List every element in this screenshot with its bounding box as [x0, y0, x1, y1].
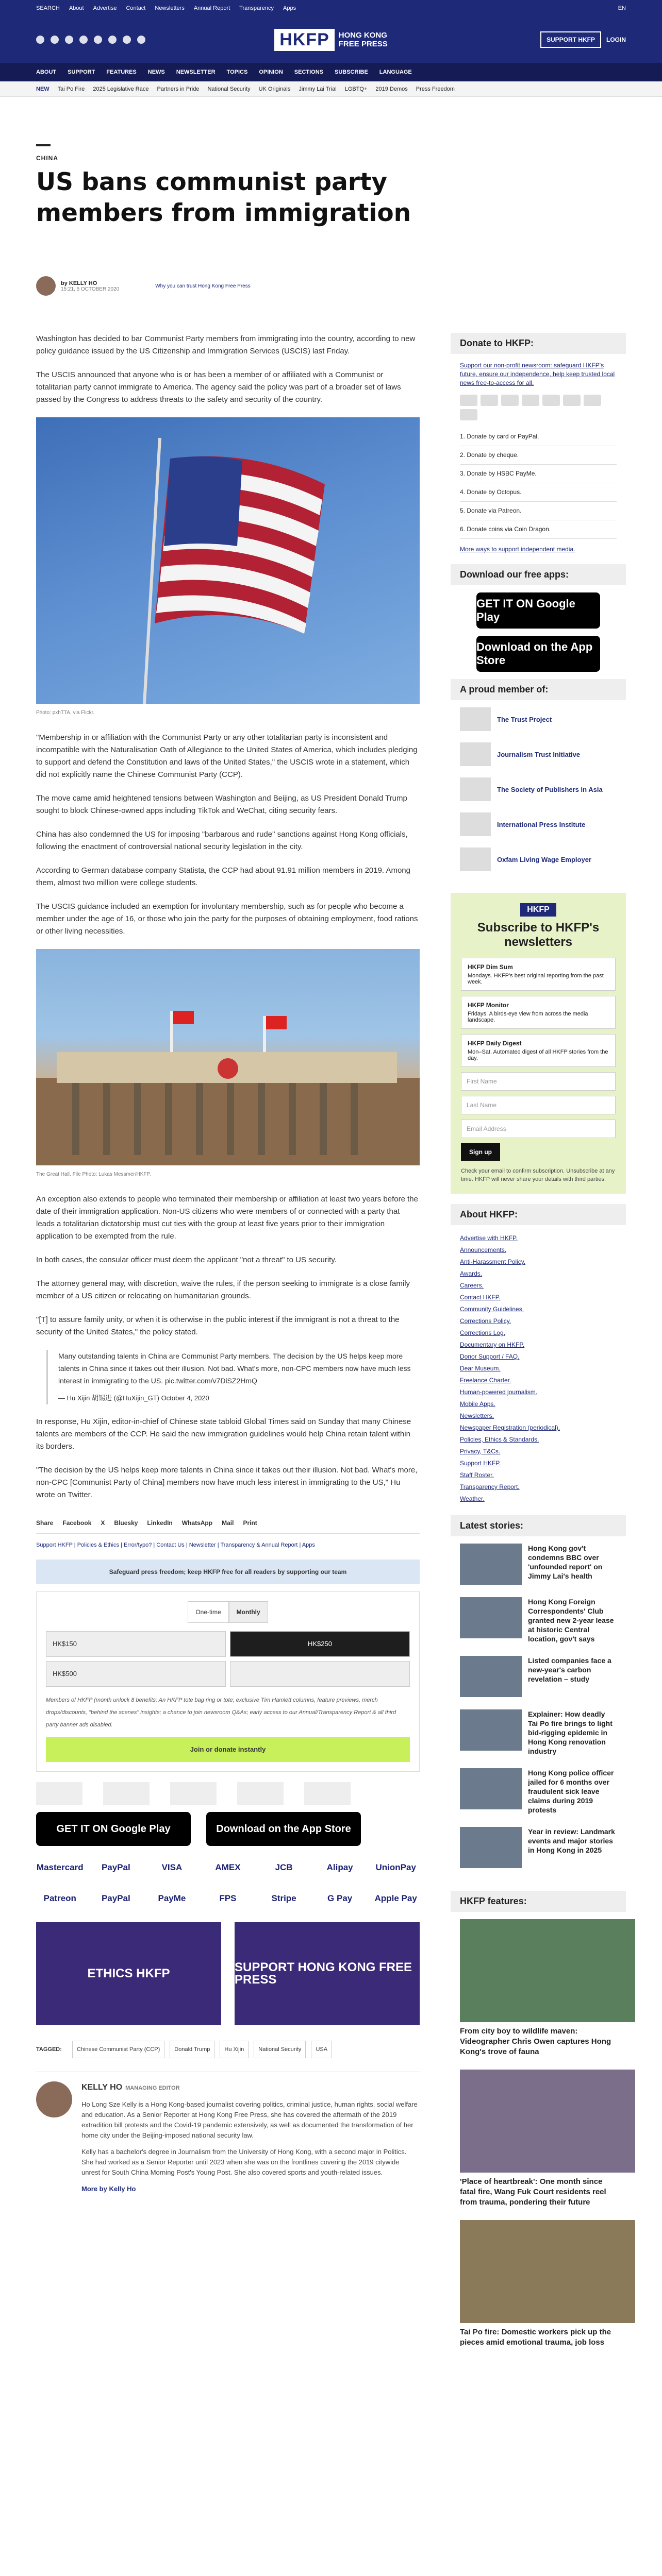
- about-link[interactable]: Corrections Policy.: [460, 1317, 511, 1325]
- jti-logo: [460, 742, 491, 766]
- article-paragraph: According to German database company Statista, the CCP had about 91.91 million members in 2019. Among them, almost two million were college students.: [36, 866, 410, 887]
- member-list: [451, 707, 626, 893]
- one-time-tab[interactable]: One-time: [188, 1601, 228, 1623]
- custom-amount-input[interactable]: [230, 1661, 410, 1687]
- nav-newsletter[interactable]: NEWSLETTER: [176, 69, 216, 75]
- support-hkfp-button[interactable]: SUPPORT HKFP: [540, 31, 601, 48]
- share-label: Share: [36, 1519, 54, 1527]
- share-x[interactable]: X: [101, 1519, 105, 1527]
- about-links: [451, 1232, 626, 1515]
- sopa-logo: [460, 777, 491, 801]
- donate-heading: Donate to HKFP:: [451, 333, 626, 354]
- trust-link[interactable]: Why you can trust Hong Kong Free Press: [155, 283, 251, 289]
- article-paragraph: The attorney general may, with discretion, waive the rules, if the person seeking to immigrate is a close family member of a US citizen or relocating on humanitarian grounds.: [36, 1279, 410, 1300]
- share-bar: [36, 1513, 420, 1534]
- utility-link-apps[interactable]: Apps: [283, 5, 296, 11]
- embedded-tweet[interactable]: [46, 1350, 420, 1404]
- donation-method[interactable]: 4. Donate by Octopus.: [460, 483, 617, 502]
- publish-date: 15:21, 5 OCTOBER 2020: [61, 286, 120, 292]
- login-link[interactable]: LOGIN: [606, 36, 626, 43]
- article-paragraph: Washington has decided to bar Communist Party members from immigrating into the country, according to new policy guidance issued by the US Citizenship and Immigration Services (USCIS) last Friday.: [36, 334, 416, 355]
- social-icons: [36, 36, 274, 44]
- about-link[interactable]: Dear Museum.: [460, 1365, 501, 1372]
- nav-opinion[interactable]: OPINION: [259, 69, 283, 75]
- author-bio: Kelly has a bachelor's degree in Journalism from the University of Hong Kong, with a second major in Politics. She had worked as a Senior Reporter until 2023 when she was on the frontlines covering the 2019 citywide unrest for South China Morning Post's Young Post. She also covered sports and youth-related issues.: [81, 2148, 407, 2176]
- trending-link[interactable]: 2025 Legislative Race: [93, 86, 149, 92]
- trust-project-logo: [460, 707, 491, 731]
- about-link[interactable]: Careers.: [460, 1282, 484, 1289]
- google-play-badge[interactable]: GET IT ON Google Play: [476, 592, 600, 629]
- threads-icon[interactable]: [79, 36, 88, 44]
- utility-link-transparency[interactable]: Transparency: [239, 5, 274, 11]
- mastercard-icon: Mastercard: [36, 1862, 84, 1872]
- newsletter-option[interactable]: HKFP Daily Digest Mon–Sat. Automated digest of all HKFP stories from the day.: [461, 1034, 616, 1067]
- share-linkedin[interactable]: LinkedIn: [147, 1519, 173, 1527]
- trending-link[interactable]: Jimmy Lai Trial: [299, 86, 337, 92]
- nav-topics[interactable]: TOPICS: [226, 69, 248, 75]
- donation-method[interactable]: 2. Donate by cheque.: [460, 446, 617, 465]
- amount-option[interactable]: HK$150: [46, 1631, 226, 1657]
- article-paragraph: "Membership in or affiliation with the Communist Party or any other totalitarian party is inconsistent and incompatible with the Naturalisation Oath of Allegiance to the United States of America, which includes pledging to support and defend the Constitution and laws of the United States," the USCIS wrote in a statement, which did not explicitly name the Chinese Communist Party (CCP).: [36, 733, 418, 779]
- visa-icon: [481, 395, 498, 406]
- about-link[interactable]: Anti-Harassment Policy.: [460, 1258, 526, 1265]
- feature-story[interactable]: Tai Po fire: Domestic workers pick up the pieces amid emotional trauma, job loss: [460, 2220, 617, 2348]
- member-heading: A proud member of:: [451, 679, 626, 700]
- tag-link[interactable]: Chinese Communist Party (CCP): [72, 2041, 164, 2058]
- jcb-icon: [542, 395, 560, 406]
- share-print[interactable]: Print: [243, 1519, 257, 1527]
- support-banner[interactable]: Safeguard press freedom; keep HKFP free for all readers by supporting our team: [36, 1560, 420, 1584]
- search-link[interactable]: SEARCH: [36, 5, 60, 11]
- about-link[interactable]: Newsletters.: [460, 1412, 494, 1419]
- feature-image: [460, 2220, 635, 2323]
- member-item[interactable]: International Press Institute: [460, 812, 617, 836]
- newsletter-option[interactable]: HKFP Dim Sum Mondays. HKFP's best original reporting from the past week.: [461, 958, 616, 991]
- alipay-icon: [563, 395, 581, 406]
- latest-stories: [451, 1544, 626, 1891]
- first-name-field[interactable]: First Name: [461, 1072, 616, 1091]
- about-link[interactable]: Weather.: [460, 1495, 485, 1502]
- tweet-source[interactable]: — Hu Xijin 胡锡进 (@HuXijin_GT) October 4, 2020: [58, 1394, 209, 1402]
- donation-method[interactable]: 5. Donate via Patreon.: [460, 502, 617, 520]
- about-link[interactable]: Donor Support / FAQ.: [460, 1353, 520, 1360]
- latest-story[interactable]: Listed companies face a new-year's carbon revelation – study: [460, 1656, 617, 1697]
- article-paragraph: In both cases, the consular officer must deem the applicant "not a threat" to US security.: [36, 1256, 337, 1264]
- latest-story[interactable]: Year in review: Landmark events and major stories in Hong Kong in 2025: [460, 1827, 617, 1868]
- latest-story[interactable]: Hong Kong Foreign Correspondents' Club granted new 2-year lease at historic Central location, gov't says: [460, 1597, 617, 1643]
- newsletter-logo: HKFP: [520, 903, 556, 917]
- fps-icon: FPS: [219, 1893, 237, 1903]
- author-bio: Ho Long Sze Kelly is a Hong Kong-based journalist covering politics, criminal justice, human rights, social welfare and education. As a Senior Reporter at Hong Kong Free Press, she has covered the aftermath of the 2019 extradition bill protests and the Covid-19 pandemic extensively, as well as documented the transformation of her home city under the Beijing-imposed national security law.: [81, 2100, 418, 2139]
- amex-icon: [501, 395, 519, 406]
- last-name-field[interactable]: Last Name: [461, 1096, 616, 1114]
- member-item[interactable]: The Trust Project: [460, 707, 617, 731]
- article-paragraph: In response, Hu Xijin, editor-in-chief of Chinese state tabloid Global Times said on Sunday that many Chinese talents are members of the CCP. He said the new immigration guidelines would help China retain talent within its borders.: [36, 1417, 411, 1451]
- story-thumbnail: [460, 1827, 522, 1868]
- article-paragraph: "[T] to assure family unity, or when it is otherwise in the public interest if the immigrant is not a threat to the security of the United States," the policy stated.: [36, 1315, 400, 1336]
- latest-story[interactable]: Hong Kong gov't condemns BBC over 'unfounded report' on Jimmy Lai's health: [460, 1544, 617, 1585]
- about-link[interactable]: Community Guidelines.: [460, 1306, 524, 1313]
- article-category[interactable]: CHINA: [36, 155, 58, 162]
- telegram-icon[interactable]: [123, 36, 131, 44]
- payme-icon: PayMe: [158, 1893, 186, 1903]
- latest-story[interactable]: Explainer: How deadly Tai Po fire brings to light bid-rigging epidemic in Hong Kong renovation industry: [460, 1709, 617, 1756]
- newsletter-fineprint: Check your email to confirm subscription. Unsubscribe at any time. HKFP will never share your details with third parties.: [461, 1168, 615, 1182]
- about-link[interactable]: Support HKFP.: [460, 1460, 501, 1467]
- trending-link[interactable]: LGBTQ+: [344, 86, 368, 92]
- newsletter-heading: Subscribe to HKFP's newsletters: [477, 921, 600, 949]
- share-bluesky[interactable]: Bluesky: [114, 1519, 138, 1527]
- facebook-icon[interactable]: [51, 36, 59, 44]
- applepay-icon: Apple Pay: [374, 1893, 417, 1903]
- signup-button[interactable]: Sign up: [461, 1143, 500, 1161]
- instagram-icon[interactable]: [65, 36, 73, 44]
- tag-link[interactable]: Hu Xijin: [220, 2041, 249, 2058]
- trending-link[interactable]: Press Freedom: [416, 86, 455, 92]
- author-box-name[interactable]: KELLY HO MANAGING EDITOR: [81, 2083, 180, 2092]
- article-paragraph: "The decision by the US helps keep more talents in China since it takes out their illusion. Not bad. What's more, non-CPC [Communist Party of China] members now have much less interest in immigrating to the US," Hu wrote on Twitter.: [36, 1466, 418, 1499]
- monthly-tab[interactable]: Monthly: [229, 1601, 268, 1623]
- nav-sections[interactable]: SECTIONS: [294, 69, 323, 75]
- fps-icon: [460, 409, 477, 420]
- email-field[interactable]: Email Address: [461, 1120, 616, 1138]
- author-box: [36, 2072, 420, 2200]
- utility-link-advertise[interactable]: Advertise: [93, 5, 117, 11]
- about-link[interactable]: Staff Roster.: [460, 1471, 494, 1479]
- utility-link-annual-report[interactable]: Annual Report: [193, 5, 230, 11]
- about-heading: About HKFP:: [451, 1204, 626, 1225]
- logo-mark: HKFP: [274, 29, 335, 51]
- story-thumbnail: [460, 1709, 522, 1751]
- oxfam-logo[interactable]: [304, 1782, 351, 1805]
- article-footer-links[interactable]: Support HKFP | Policies & Ethics | Error/typo? | Contact Us | Newsletter | Transparency & Annual Report | Apps: [36, 1542, 315, 1548]
- trending-link[interactable]: Partners in Pride: [157, 86, 200, 92]
- site-logo[interactable]: [274, 29, 388, 51]
- more-ways-link[interactable]: More ways to support independent media.: [460, 546, 575, 553]
- donation-methods-list: [460, 428, 617, 539]
- article-title: US bans communist party members from immigration: [36, 168, 411, 227]
- utility-link-contact[interactable]: Contact: [126, 5, 146, 11]
- feature-story[interactable]: From city boy to wildlife maven: Videographer Chris Owen captures Hong Kong's trove of fauna: [460, 1919, 617, 2057]
- share-mail[interactable]: Mail: [222, 1519, 234, 1527]
- unionpay-icon: UnionPay: [375, 1862, 416, 1872]
- new-label: NEW: [36, 86, 49, 92]
- latest-heading: Latest stories:: [451, 1515, 626, 1536]
- trending-nav: [0, 81, 662, 97]
- tag-link[interactable]: National Security: [254, 2041, 306, 2058]
- paypal-icon: PayPal: [101, 1862, 130, 1872]
- about-link[interactable]: Freelance Charter.: [460, 1377, 511, 1384]
- about-link[interactable]: Awards.: [460, 1270, 483, 1277]
- visa-icon: VISA: [161, 1862, 183, 1872]
- article-paragraph: The USCIS announced that anyone who is or has been a member of or affiliated with a Communist or totalitarian party cannot immigrate to America. The agency said the policy was part of a broader set of laws passed by the Congress to address threats to the safety and security of the country.: [36, 370, 401, 404]
- tags-label: TAGGED:: [36, 2046, 62, 2053]
- photo-caption: Photo: pxhTTA, via Flickr.: [36, 710, 95, 716]
- feature-stories: [451, 1919, 626, 2370]
- paypal-icon: [522, 395, 539, 406]
- donate-intro-link[interactable]: Support our non-profit newsroom: safeguard HKFP's future, ensure our independence, help keep trusted local news free-to-access for all.: [460, 362, 615, 386]
- about-link[interactable]: Newspaper Registration (periodical).: [460, 1424, 560, 1431]
- nav-news[interactable]: NEWS: [147, 69, 165, 75]
- donation-widget: [36, 1591, 420, 1772]
- amount-options: [46, 1631, 410, 1687]
- app-download-row: [36, 1812, 420, 1846]
- donation-method[interactable]: 1. Donate by card or PayPal.: [460, 428, 617, 446]
- story-thumbnail: [460, 1656, 522, 1697]
- about-link[interactable]: Mobile Apps.: [460, 1400, 495, 1408]
- utility-link-newsletters[interactable]: Newsletters: [155, 5, 185, 11]
- about-link[interactable]: Privacy, T&Cs.: [460, 1448, 501, 1455]
- features-heading: HKFP features:: [451, 1891, 626, 1912]
- amount-option-selected[interactable]: HK$250: [230, 1631, 410, 1657]
- more-by-author-link[interactable]: More by Kelly Ho: [81, 2185, 136, 2193]
- nav-about[interactable]: ABOUT: [36, 69, 57, 75]
- gpay-icon: G Pay: [327, 1893, 353, 1903]
- sidebar: [451, 333, 626, 2370]
- youtube-icon[interactable]: [94, 36, 102, 44]
- feature-story[interactable]: 'Place of heartbreak': One month since fatal fire, Wang Fuk Court residents reel from trauma, pondering their future: [460, 2070, 617, 2208]
- join-donate-button[interactable]: Join or donate instantly: [46, 1737, 410, 1762]
- photo-caption: The Great Hall. File Photo: Lukas Messmer/HKFP.: [36, 1172, 151, 1177]
- jcb-icon: JCB: [275, 1862, 293, 1872]
- utility-bar: [0, 0, 662, 16]
- unionpay-icon: [584, 395, 601, 406]
- byline: [36, 276, 251, 296]
- jti-logo[interactable]: [103, 1782, 150, 1805]
- share-whatsapp[interactable]: WhatsApp: [181, 1519, 213, 1527]
- app-store-badge[interactable]: Download on the App Store: [206, 1812, 361, 1846]
- article-paragraph: The USCIS guidance included an exemption for involuntary membership, such as for people who become a member under the age of 16, or those who join the party for the purposes of obtaining employment, food rations or other living necessities.: [36, 902, 418, 936]
- alipay-icon: Alipay: [326, 1862, 353, 1872]
- author-box-avatar[interactable]: [36, 2081, 72, 2117]
- story-thumbnail: [460, 1768, 522, 1809]
- oxfam-logo: [460, 848, 491, 871]
- nav-language[interactable]: LANGUAGE: [379, 69, 412, 75]
- story-thumbnail: [460, 1597, 522, 1638]
- tag-link[interactable]: USA: [311, 2041, 332, 2058]
- great-hall-photo: [36, 949, 420, 1165]
- linkedin-icon[interactable]: [108, 36, 117, 44]
- language-selector[interactable]: EN: [618, 5, 626, 11]
- member-logos-row: [36, 1782, 420, 1805]
- payment-methods: [36, 1856, 420, 1910]
- main-nav: [0, 63, 662, 81]
- author-avatar[interactable]: [36, 276, 56, 296]
- about-link[interactable]: Corrections Log.: [460, 1329, 506, 1336]
- sopa-logo[interactable]: [170, 1782, 217, 1805]
- mastercard-icon: [460, 395, 477, 406]
- tweet-text: Many outstanding talents in China are Communist Party members. The decision by the US helps keep more talents in China since it takes out their illusion. Not bad. What's more, non-CPC members now have much less interest in immigrating to the US. pic.twitter.com/v7DiSZ2HmQ: [58, 1352, 411, 1385]
- sidebar-payment-icons: [460, 395, 617, 420]
- latest-story[interactable]: Hong Kong police officer jailed for 6 months over fraudulent sick leave claims during 2019 protests: [460, 1768, 617, 1815]
- rss-icon[interactable]: [137, 36, 145, 44]
- share-facebook[interactable]: Facebook: [62, 1519, 92, 1527]
- about-link[interactable]: Advertise with HKFP.: [460, 1234, 518, 1242]
- ipi-logo[interactable]: [237, 1782, 284, 1805]
- feature-image: [460, 1919, 635, 2022]
- about-link[interactable]: Human-powered journalism.: [460, 1388, 538, 1396]
- promo-banners: [36, 1922, 420, 2025]
- member-item[interactable]: Oxfam Living Wage Employer: [460, 848, 617, 871]
- nav-subscribe[interactable]: SUBSCRIBE: [335, 69, 368, 75]
- category-accent-bar: [36, 144, 51, 146]
- story-thumbnail: [460, 1544, 522, 1585]
- logo-text: HONG KONG FREE PRESS: [338, 31, 388, 48]
- stripe-icon: Stripe: [271, 1893, 296, 1903]
- donation-method[interactable]: 3. Donate by HSBC PayMe.: [460, 465, 617, 483]
- about-link[interactable]: Announcements.: [460, 1246, 507, 1253]
- member-item[interactable]: The Society of Publishers in Asia: [460, 777, 617, 801]
- about-link[interactable]: Transparency Report.: [460, 1483, 520, 1490]
- membership-note: Members of HKFP (month unlock 8 benefits: An HKFP tote bag ring or tote; exclusive Tim Hamlett columns, feature previews, merch drops/discounts, "behind the scenes" insights; a chance to join newsroom Q&As; early access to our Annual/Transparency Report & all third party banner ads disabled.: [46, 1697, 396, 1728]
- article-paragraph: China has also condemned the US for imposing "barbarous and rude" sanctions against Hong Kong officials, following the enactment of controversial national security legislation in the city.: [36, 830, 408, 851]
- utility-link-about[interactable]: About: [69, 5, 84, 11]
- article-paragraph: The move came amid heightened tensions between Washington and Beijing, as US President Donald Trump sought to block Chinese-owned apps including TikTok and WeChat, citing security fears.: [36, 794, 407, 815]
- tag-link[interactable]: Donald Trump: [170, 2041, 214, 2058]
- support-promo[interactable]: SUPPORT HONG KONG FREE PRESS: [235, 1922, 420, 2025]
- nav-features[interactable]: FEATURES: [106, 69, 137, 75]
- amex-icon: AMEX: [215, 1862, 241, 1872]
- article-body: [36, 333, 420, 2200]
- about-link[interactable]: Documentary on HKFP.: [460, 1341, 525, 1348]
- about-link[interactable]: Contact HKFP.: [460, 1294, 501, 1301]
- apps-heading: Download our free apps:: [451, 564, 626, 585]
- author-name[interactable]: by KELLY HO: [61, 280, 97, 286]
- nav-support[interactable]: SUPPORT: [68, 69, 95, 75]
- logo-bar: [0, 16, 662, 63]
- trending-link[interactable]: UK Originals: [258, 86, 291, 92]
- about-link[interactable]: Policies, Ethics & Standards.: [460, 1436, 539, 1443]
- sidebar-apps: [451, 592, 626, 672]
- ethics-promo[interactable]: ETHICS HKFP: [36, 1922, 221, 2025]
- donation-method[interactable]: 6. Donate coins via Coin Dragon.: [460, 520, 617, 539]
- article-tags: [36, 2041, 420, 2058]
- article-paragraph: An exception also extends to people who terminated their membership or affiliation at least two years before the date of their immigration application. Non-US citizens who were members of or connected with a party that leads a totalitarian dictatorship must cut ties with the group at least five years prior to their immigration application to be exempted from the rule.: [36, 1195, 418, 1241]
- trending-link[interactable]: 2019 Demos: [375, 86, 408, 92]
- patreon-icon: Patreon: [43, 1893, 76, 1903]
- us-flag-photo: [36, 417, 420, 704]
- newsletter-option[interactable]: HKFP Monitor Fridays. A birds-eye view from across the media landscape.: [461, 996, 616, 1029]
- feature-image: [460, 2070, 635, 2173]
- trending-link[interactable]: Tai Po Fire: [57, 86, 85, 92]
- member-item[interactable]: Journalism Trust Initiative: [460, 742, 617, 766]
- donation-frequency-toggle: [46, 1601, 410, 1623]
- google-play-badge[interactable]: GET IT ON Google Play: [36, 1812, 191, 1846]
- ipi-logo: [460, 812, 491, 836]
- newsletter-signup: [451, 893, 626, 1194]
- x-icon[interactable]: [36, 36, 44, 44]
- amount-option[interactable]: HK$500: [46, 1661, 226, 1687]
- paypal-icon: PayPal: [101, 1893, 130, 1903]
- trust-project-logo[interactable]: [36, 1782, 82, 1805]
- trending-link[interactable]: National Security: [207, 86, 251, 92]
- app-store-badge[interactable]: Download on the App Store: [476, 636, 600, 672]
